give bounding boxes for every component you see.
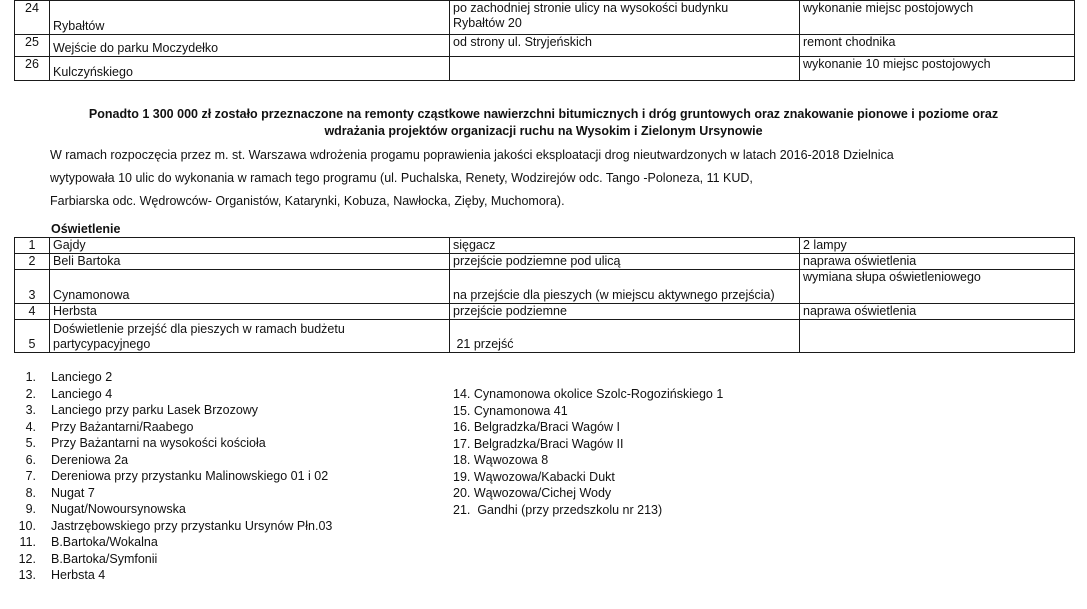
- row-number: 1: [15, 238, 50, 254]
- list-item: [0, 435, 430, 452]
- list-item-number: 3.: [25, 403, 36, 417]
- street-name: Rybałtów: [50, 1, 450, 35]
- work-description: wykonanie 10 miejsc postojowych: [800, 57, 1075, 81]
- location: sięgacz: [450, 238, 800, 254]
- funding-note-line-2: wdrażania projektów organizacji ruchu na Wysokim i Zielonym Ursynowie: [324, 124, 763, 138]
- list-item-label: Lanciego 4: [51, 386, 113, 401]
- table-row: [15, 270, 1075, 304]
- location: po zachodniej stronie ulicy na wysokości budynku Rybałtów 20: [450, 1, 800, 35]
- table-row: [15, 320, 1075, 353]
- street-name: Wejście do parku Moczydełko: [50, 35, 450, 57]
- table-row: [15, 1, 1075, 35]
- list-item: 18. Wąwozowa 8: [453, 453, 549, 467]
- list-item-number: 10.: [18, 518, 36, 533]
- work-description: naprawa oświetlenia: [800, 254, 1075, 270]
- list-item: 20. Wąwozowa/Cichej Wody: [453, 486, 612, 500]
- list-item-label: Lanciego 2: [51, 370, 113, 384]
- list-item-number: 13.: [18, 568, 36, 582]
- list-item: [0, 369, 430, 386]
- work-description: remont chodnika: [800, 35, 1075, 57]
- paragraph-line-2: wytypowała 10 ulic do wykonania w ramach tego programu (ul. Puchalska, Renety, Wodzirejów odc. Tango -Poloneza, 11 KUD,: [50, 171, 753, 185]
- location: od strony ul. Stryjeńskich: [450, 35, 800, 57]
- table-row: [15, 304, 1075, 320]
- crossings-list-left: [0, 369, 430, 584]
- list-item: 17. Belgradzka/Braci Wagów II: [453, 436, 624, 451]
- location: na przejście dla pieszych (w miejscu aktywnego przejścia): [450, 270, 800, 304]
- list-item: [0, 534, 430, 551]
- list-item-number: 12.: [18, 551, 36, 566]
- row-number: 4: [15, 304, 50, 320]
- row-number: 26: [15, 57, 50, 81]
- list-item-number: 9.: [25, 502, 36, 516]
- paragraph-line-1: W ramach rozpoczęcia przez m. st. Warszawa wdrożenia progamu poprawienia jakości eksploatacji drog nieutwardzonych w latach 2016-2018 Dzielnica: [50, 148, 894, 162]
- work-description: [800, 320, 1075, 353]
- location: przejście podziemne: [450, 304, 800, 320]
- list-item: [0, 386, 430, 403]
- list-item: [0, 501, 430, 518]
- work-description: naprawa oświetlenia: [800, 304, 1075, 320]
- list-item: [0, 518, 430, 535]
- work-description: 2 lampy: [800, 238, 1075, 254]
- row-number: 24: [15, 1, 50, 35]
- row-number: 3: [15, 270, 50, 304]
- street-works-table: [14, 0, 1075, 81]
- list-item-label: Przy Bażantarni/Raabego: [51, 419, 194, 434]
- table-row: [15, 238, 1075, 254]
- lighting-heading: Oświetlenie: [51, 222, 121, 236]
- row-number: 5: [15, 320, 50, 353]
- list-item-number: 4.: [25, 419, 36, 434]
- work-description: wymiana słupa oświetleniowego: [800, 270, 1075, 304]
- list-item: 16. Belgradzka/Braci Wagów I: [453, 420, 620, 434]
- list-item: 15. Cynamonowa 41: [453, 403, 568, 418]
- list-item: [0, 419, 430, 436]
- list-item-label: B.Bartoka/Wokalna: [51, 535, 158, 549]
- list-item: 19. Wąwozowa/Kabacki Dukt: [453, 469, 615, 484]
- list-item: [0, 452, 430, 469]
- list-item-number: 7.: [25, 469, 36, 483]
- list-item: [0, 567, 430, 584]
- row-number: 25: [15, 35, 50, 57]
- row-number: 2: [15, 254, 50, 270]
- table-row: [15, 57, 1075, 81]
- funding-note-line-1: Ponadto 1 300 000 zł zostało przeznaczone na remonty cząstkowe nawierzchni bitumicznych i dróg gruntowych oraz znakowanie pionowe i poziome oraz: [88, 107, 999, 121]
- street-name: Beli Bartoka: [50, 254, 450, 270]
- location: 21 przejść: [450, 320, 800, 353]
- list-item-number: 6.: [25, 452, 36, 467]
- list-item-number: 8.: [25, 485, 36, 500]
- list-item: 21. Gandhi (przy przedszkolu nr 213): [453, 502, 663, 517]
- street-name: Kulczyńskiego: [50, 57, 450, 81]
- list-item: [0, 485, 430, 502]
- work-description: wykonanie miejsc postojowych: [800, 1, 1075, 35]
- street-name: Cynamonowa: [50, 270, 450, 304]
- street-name: Doświetlenie przejść dla pieszych w ramach budżetu partycypacyjnego: [50, 320, 450, 353]
- list-item: [0, 551, 430, 568]
- list-item-label: Lanciego przy parku Lasek Brzozowy: [51, 403, 259, 417]
- funding-note: [0, 106, 1087, 140]
- location: [450, 57, 800, 81]
- crossings-list-right: [453, 386, 853, 518]
- list-item: [0, 468, 430, 485]
- list-item-label: Jastrzębowskiego przy przystanku Ursynów Płn.03: [51, 518, 333, 533]
- list-item-label: Dereniowa 2a: [51, 452, 129, 467]
- paragraph-line-3: Farbiarska odc. Wędrowców- Organistów, Katarynki, Kobuza, Nawłocka, Zięby, Muchomora).: [50, 194, 565, 208]
- list-item-label: Nugat 7: [51, 485, 95, 500]
- street-name: Gajdy: [50, 238, 450, 254]
- list-item: [0, 402, 430, 419]
- list-item-number: 5.: [25, 436, 36, 450]
- list-item: 14. Cynamonowa okolice Szolc-Rogozińskiego 1: [453, 387, 724, 401]
- table-row: [15, 254, 1075, 270]
- location: przejście podziemne pod ulicą: [450, 254, 800, 270]
- list-item-number: 1.: [25, 370, 36, 384]
- lighting-table: [14, 237, 1075, 353]
- list-item-label: Przy Bażantarni na wysokości kościoła: [51, 436, 266, 450]
- list-item-label: Herbsta 4: [51, 568, 106, 582]
- list-item-label: Dereniowa przy przystanku Malinowskiego 01 i 02: [51, 469, 329, 483]
- list-item-number: 2.: [25, 386, 36, 401]
- street-name: Herbsta: [50, 304, 450, 320]
- list-item-label: Nugat/Nowoursynowska: [51, 502, 186, 516]
- table-row: [15, 35, 1075, 57]
- list-item-number: 11.: [19, 535, 36, 549]
- list-item-label: B.Bartoka/Symfonii: [51, 551, 158, 566]
